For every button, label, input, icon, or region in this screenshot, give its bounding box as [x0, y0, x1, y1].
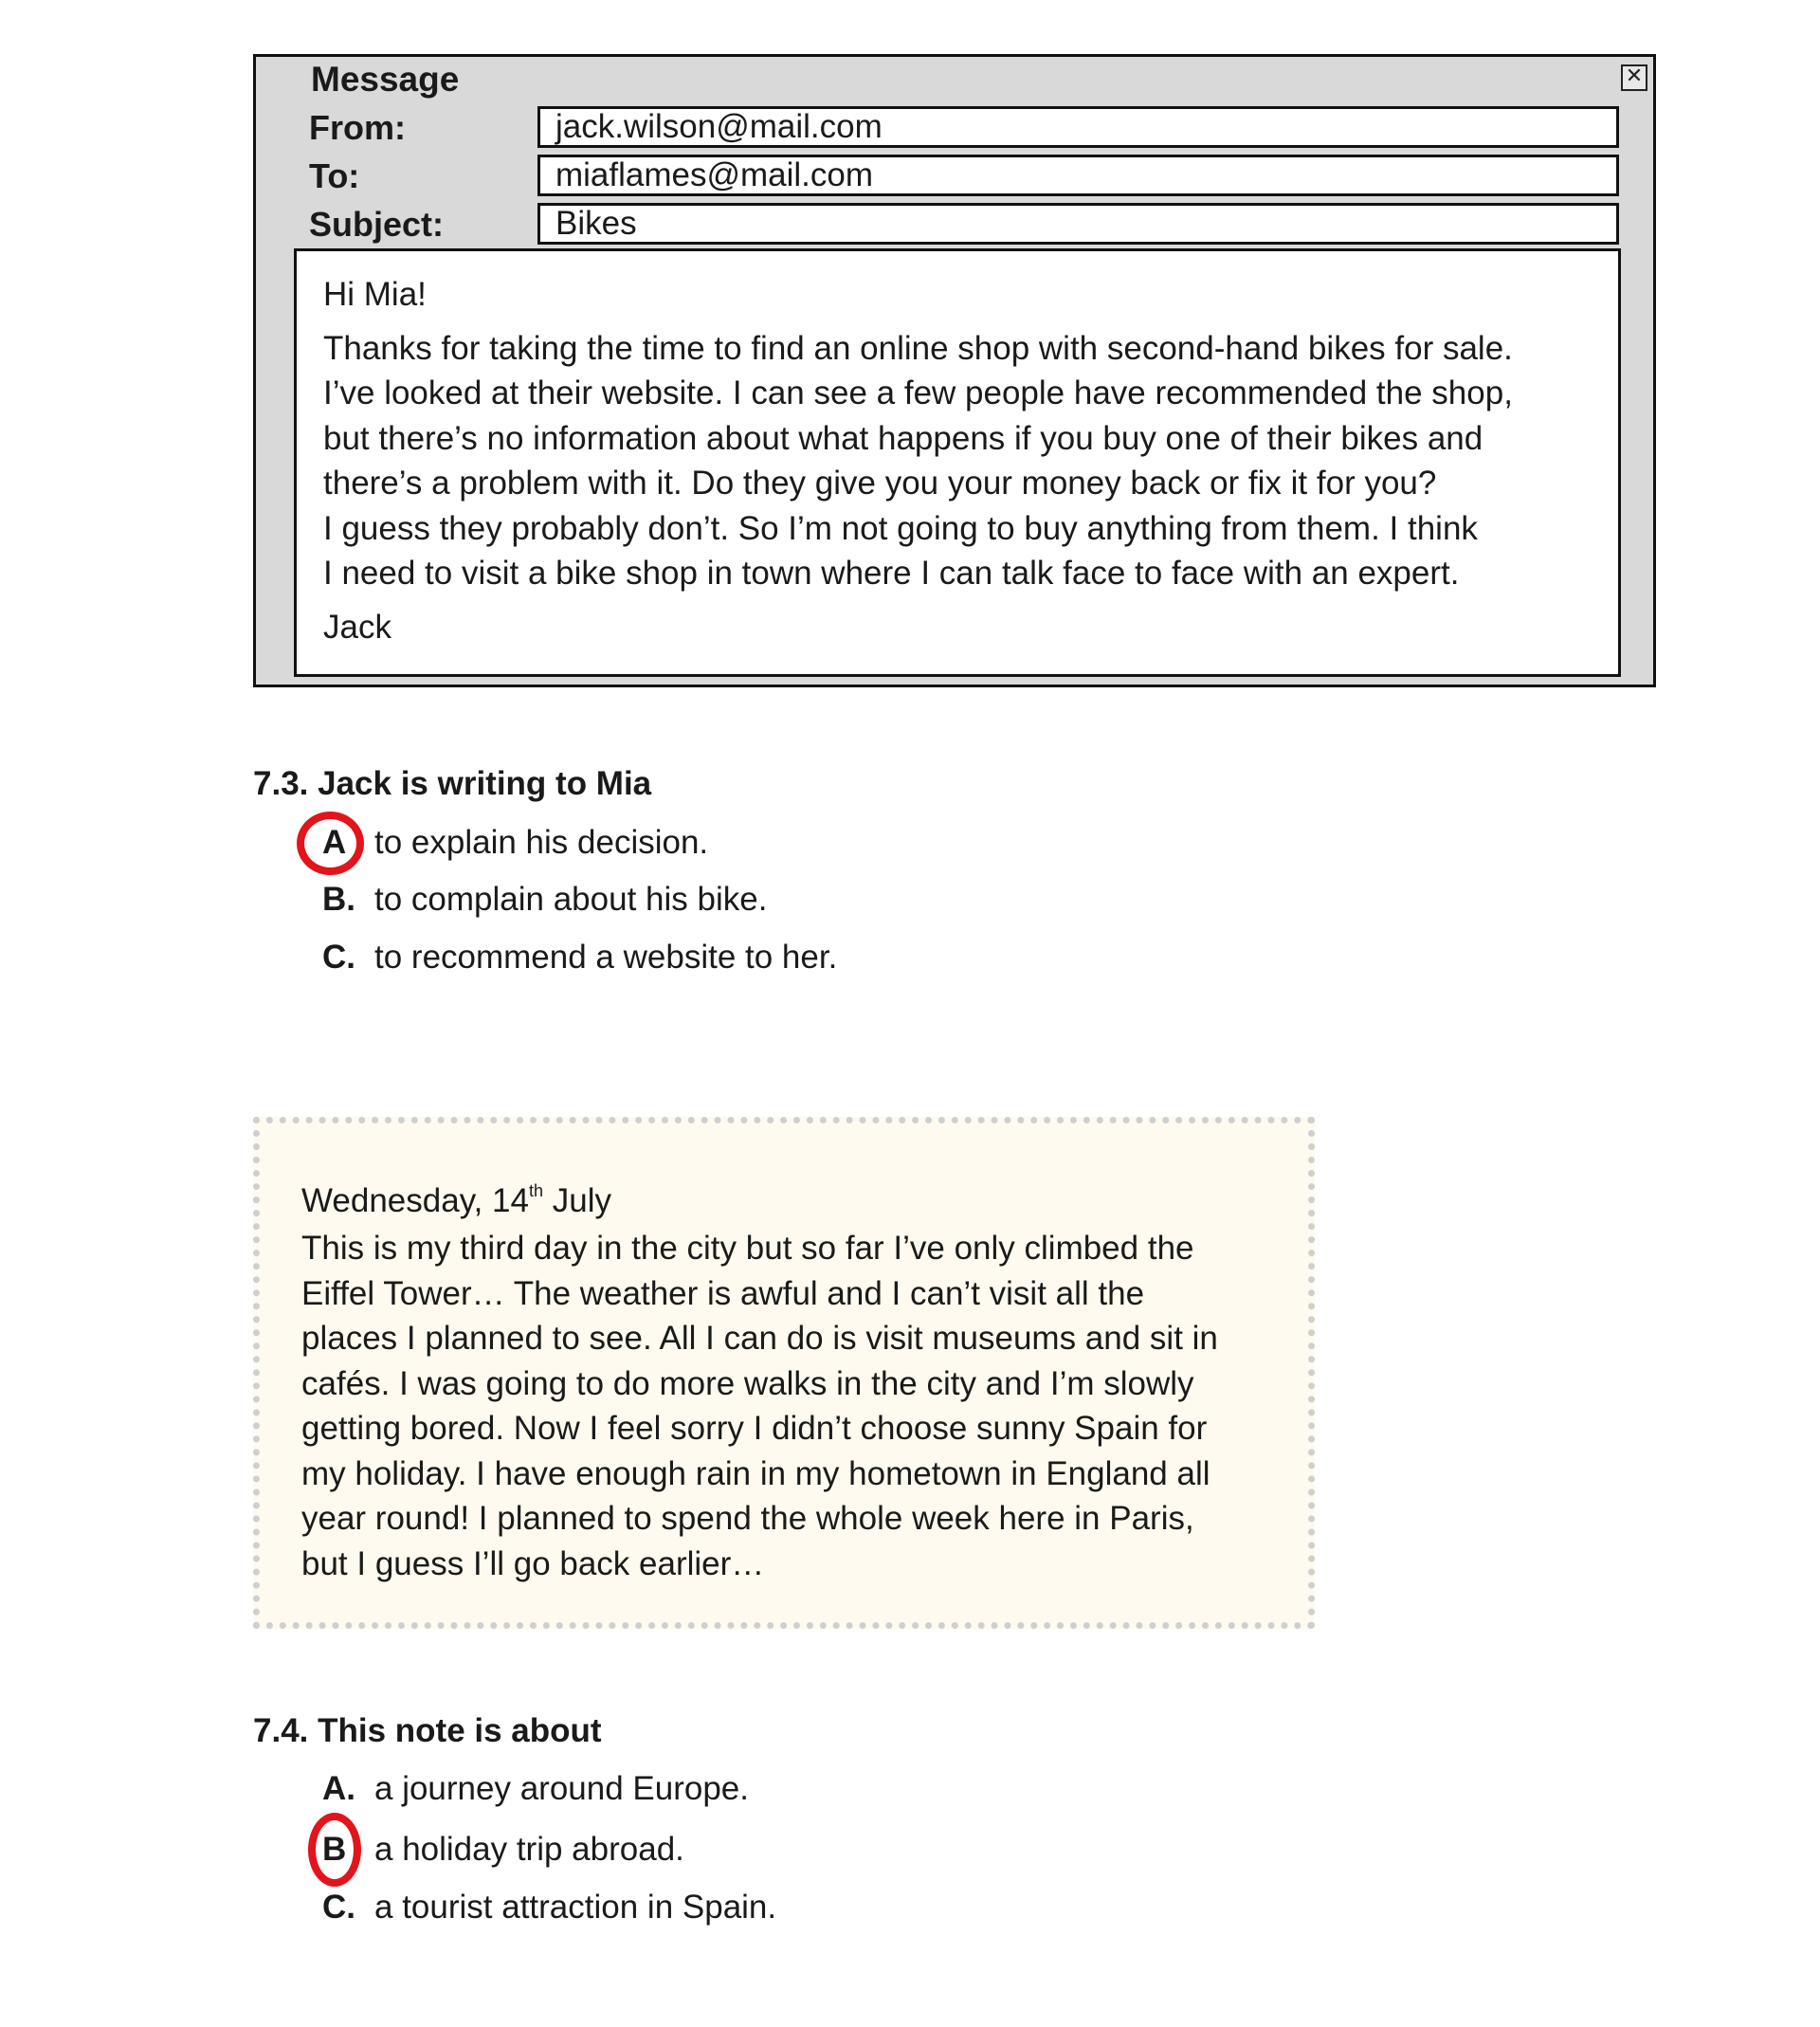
note-line: my holiday. I have enough rain in my hometown in England all: [301, 1454, 1210, 1492]
option-text: a holiday trip abroad.: [374, 1831, 684, 1868]
message-line: there’s a problem with it. Do they give you your money back or fix it for you?: [323, 465, 1437, 502]
message-window: [253, 54, 1656, 687]
note-line: getting bored. Now I feel sorry I didn’t choose sunny Spain for: [301, 1410, 1208, 1447]
note-date-day: Wednesday, 14: [301, 1182, 529, 1219]
to-field[interactable]: miaflames@mail.com: [537, 155, 1619, 196]
message-body[interactable]: [294, 248, 1621, 677]
option-text: a journey around Europe.: [374, 1770, 749, 1807]
note-line: Eiffel Tower… The weather is awful and I can’t visit all the: [301, 1274, 1145, 1312]
option-letter: A.: [322, 1770, 355, 1807]
option-letter: A: [322, 824, 347, 861]
option-text: to complain about his bike.: [374, 881, 768, 918]
to-row: [256, 155, 1653, 198]
note-line: places I planned to see. All I can do is visit museums and sit in: [301, 1320, 1218, 1357]
question-7-4-heading: 7.4. This note is about: [253, 1712, 602, 1749]
option-text: to recommend a website to her.: [374, 939, 838, 976]
subject-field[interactable]: Bikes: [537, 203, 1619, 245]
note-date: [301, 1171, 611, 1221]
message-line: I guess they probably don’t. So I’m not going to buy anything from them. I think: [323, 509, 1478, 547]
note-line: but I guess I’ll go back earlier…: [301, 1544, 765, 1582]
subject-label: Subject:: [309, 205, 445, 244]
note-line: cafés. I was going to do more walks in the city and I’m slowly: [301, 1364, 1194, 1402]
close-icon[interactable]: ✕: [1621, 64, 1647, 91]
message-title: Message: [311, 60, 460, 99]
option-text: a tourist attraction in Spain.: [374, 1889, 777, 1926]
note-line: year round! I planned to spend the whole week here in Paris,: [301, 1500, 1194, 1537]
message-greeting: Hi Mia!: [323, 276, 427, 313]
message-line: but there’s no information about what happens if you buy one of their bikes and: [323, 419, 1483, 457]
option-text: to explain his decision.: [374, 824, 709, 861]
subject-row: [256, 203, 1653, 247]
note-date-month: July: [543, 1182, 611, 1219]
message-line: I need to visit a bike shop in town where I can talk face to face with an expert.: [323, 555, 1460, 592]
option-letter: C.: [322, 1889, 355, 1926]
from-field[interactable]: jack.wilson@mail.com: [537, 106, 1619, 148]
diary-note: [253, 1117, 1315, 1629]
to-label: To:: [309, 156, 360, 195]
note-date-suffix: th: [528, 1181, 543, 1200]
from-row: [256, 106, 1653, 150]
option-letter: B: [322, 1831, 347, 1868]
note-line: This is my third day in the city but so far I’ve only climbed the: [301, 1230, 1194, 1267]
question-7-3-heading: 7.3. Jack is writing to Mia: [253, 765, 652, 802]
from-label: From:: [309, 108, 406, 147]
message-line: I’ve looked at their website. I can see a few people have recommended the shop,: [323, 374, 1513, 411]
message-signature: Jack: [323, 608, 391, 646]
message-line: Thanks for taking the time to find an online shop with second-hand bikes for sale.: [323, 329, 1513, 367]
option-letter: B.: [322, 881, 355, 918]
option-letter: C.: [322, 939, 355, 976]
note-text: [301, 1226, 1278, 1586]
